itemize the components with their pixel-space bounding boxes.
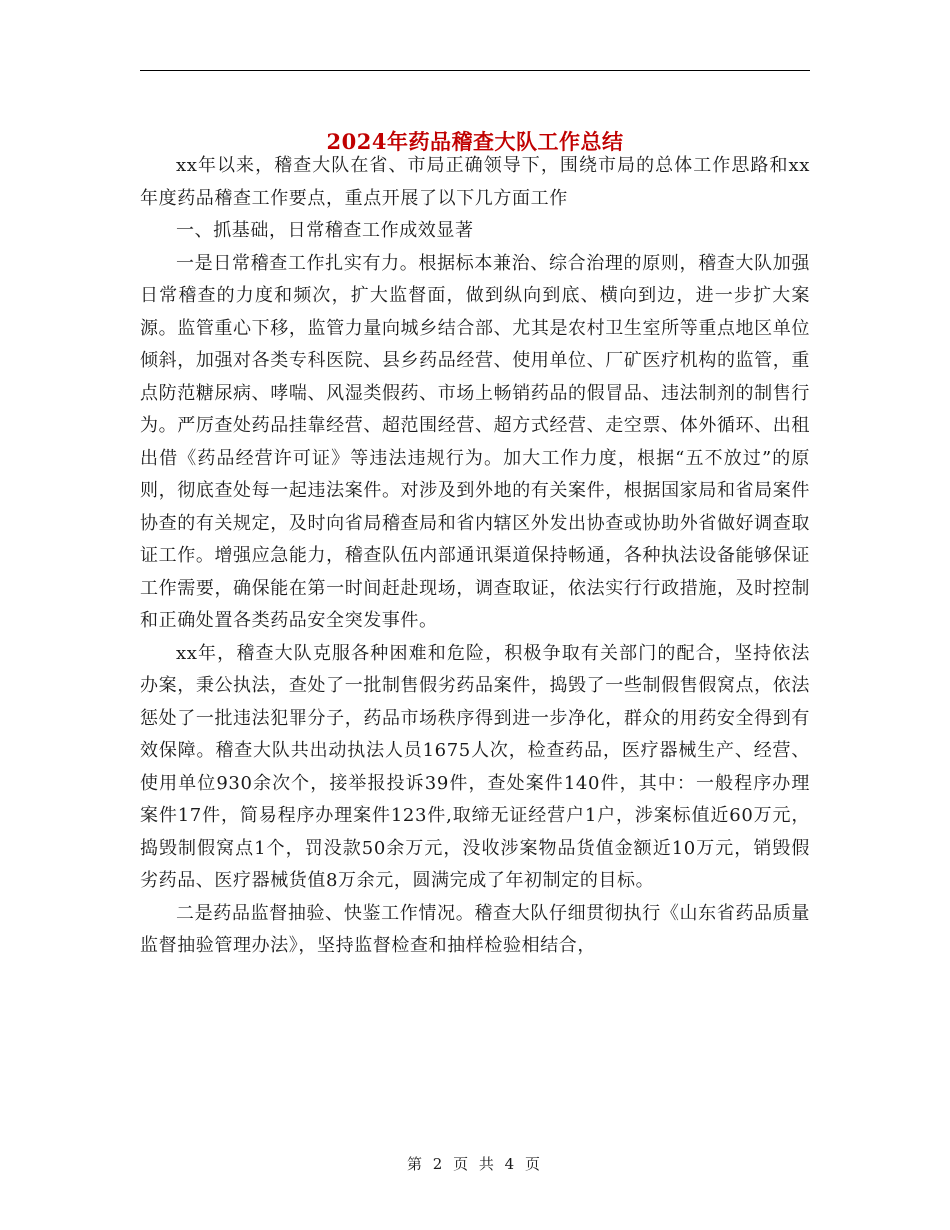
paragraph-intro: xx年以来，稽查大队在省、市局正确领导下，围绕市局的总体工作思路和xx年度药品稽查工作要点，重点开展了以下几方面工作 (140, 155, 810, 209)
paragraph-daily-inspection: 一是日常稽查工作扎实有力。根据标本兼治、综合治理的原则，稽查大队加强日常稽查的力度和频次，扩大监督面，做到纵向到底、横向到边，进一步扩大案源。监管重心下移，监管力量向城乡结合部、尤其是农村卫生室所等重点地区单位倾斜，加强对各类专科医院、县乡药品经营、使用单位、厂矿医疗机构的监管，重点防范糖尿病、哮喘、风湿类假药、市场上畅销药品的假冒品、违法制剂的制售行为。严厉查处药品挂靠经营、超范围经营、超方式经营、走空票、体外循环、出租出借《药品经营许可证》等违法违规行为。加大工作力度，根据“五不放过”的原则，彻底查处每一起违法案件。对涉及到外地的有关案件，根据国家局和省局案件协查的有关规定，及时向省局稽查局和省内辖区外发出协查或协助外省做好调查取证工作。增强应急能力，稽查队伍内部通讯渠道保持畅通，各种执法设备能够保证工作需要，确保能在第一时间赶赴现场，调查取证，依法实行行政措施，及时控制和正确处置各类药品安全突发事件。 (140, 252, 810, 631)
paragraph-sampling: 二是药品监督抽验、快鉴工作情况。稽查大队仔细贯彻执行《山东省药品质量监督抽验管理办法》，坚持监督检查和抽样检验相结合， (140, 902, 810, 956)
document-body (140, 150, 810, 963)
section-heading-1: 一、抓基础，日常稽查工作成效显著 (176, 220, 474, 241)
header-rule (140, 70, 810, 71)
document-title: 2024年药品稽查大队工作总结 (326, 129, 624, 155)
paragraph-annual-results: xx年，稽查大队克服各种困难和危险，积极争取有关部门的配合，坚持依法办案，秉公执法，查处了一批制售假劣药品案件，捣毁了一些制假售假窝点，依法惩处了一批违法犯罪分子，药品市场秩序得到进一步净化，群众的用药安全得到有效保障。稽查大队共出动执法人员1675人次，检查药品，医疗器械生产、经营、使用单位930余次个，接举报投诉39件，查处案件140件，其中：一般程序办理案件17件，简易程序办理案件123件,取缔无证经营户1户，涉案标值近60万元，捣毁制假窝点1个，罚没款50余万元，没收涉案物品货值金额近10万元，销毁假劣药品、医疗器械货值8万余元，圆满完成了年初制定的目标。 (140, 642, 810, 891)
page-number: 第 2 页 共 4 页 (407, 1155, 543, 1173)
